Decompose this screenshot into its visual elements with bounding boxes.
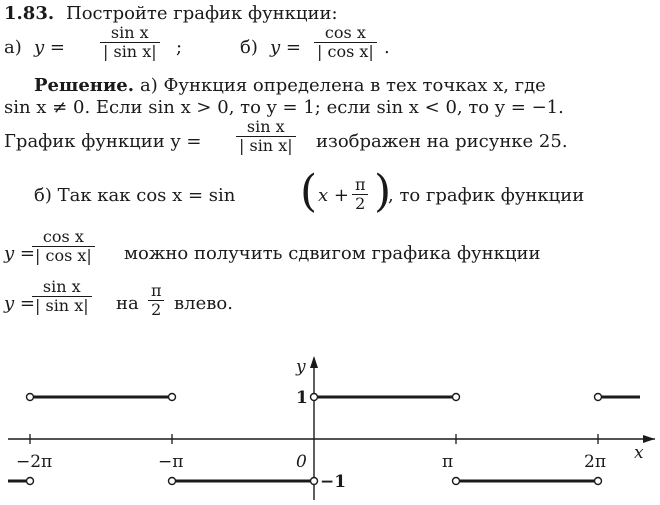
fraction-numerator: cos x [42,227,84,246]
fraction-denominator: 2 [352,194,368,213]
x-tick-label: 0 [296,452,307,472]
b-line2-pre: y = [4,243,35,264]
b-line1-post: , то график функции [388,185,585,206]
open-point [311,394,318,401]
right-paren: ) [374,166,392,217]
open-point [27,394,34,401]
open-point [595,478,602,485]
solution-line2: sin x ≠ 0. Если sin x > 0, то y = 1; если sin x < 0, то y = −1. [4,97,564,118]
open-point [169,394,176,401]
fraction-numerator: π [151,281,162,300]
solution-heading: Решение. [34,75,135,96]
part-b-label: б) [240,37,258,58]
open-point [595,394,602,401]
b-line1-pre: б) Так как cos x = sin [34,185,236,206]
fraction-numerator: π [355,175,366,194]
b-line3-post: влево. [174,293,233,314]
y-tick-label: −1 [320,472,347,492]
fraction-denominator: | cos x| [314,42,377,61]
open-point [27,478,34,485]
solution-line3-pre: График функции y = [4,131,202,152]
solution-line3-post: изображен на рисунке 25. [316,131,568,152]
fraction-numerator: sin x [110,23,149,42]
fraction-denominator: | sin x| [236,136,296,155]
x-tick-label: −π [158,452,184,472]
x-tick-label: 2π [584,452,606,472]
problem-number: 1.83. [4,3,55,24]
period: . [384,37,390,58]
b-line3-mid: на [116,293,139,314]
b-line2-post: можно получить сдвигом графика функции [124,243,541,264]
fraction-denominator: 2 [148,300,164,319]
x-axis-arrow [643,435,655,443]
open-point [169,478,176,485]
semicolon: ; [176,37,183,58]
fraction-denominator: | sin x| [100,42,160,61]
y-axis-arrow [310,356,318,368]
part-b-y-eq: y = [270,37,301,58]
left-paren: ( [300,166,318,217]
solution-line1: а) Функция определена в тех точках x, где [140,75,546,96]
fraction-denominator: | cos x| [32,246,95,265]
y-axis-label: y [296,357,306,377]
x-tick-label: π [442,452,454,472]
x-axis-label: x [634,443,644,463]
paren-x: x + [318,185,349,206]
fraction-numerator: sin x [42,277,81,296]
fraction-denominator: | sin x| [32,296,92,315]
part-a-label: а) [4,37,22,58]
part-a-y-eq: y = [34,37,65,58]
problem-task: Постройте график функции: [66,3,338,24]
y-tick-label: 1 [296,388,308,408]
fraction-numerator: sin x [246,117,285,136]
open-point [453,478,460,485]
x-tick-label: −2π [16,452,53,472]
fraction-numerator: cos x [324,23,366,42]
open-point [453,394,460,401]
b-line3-pre: y = [4,293,35,314]
open-point [311,478,318,485]
